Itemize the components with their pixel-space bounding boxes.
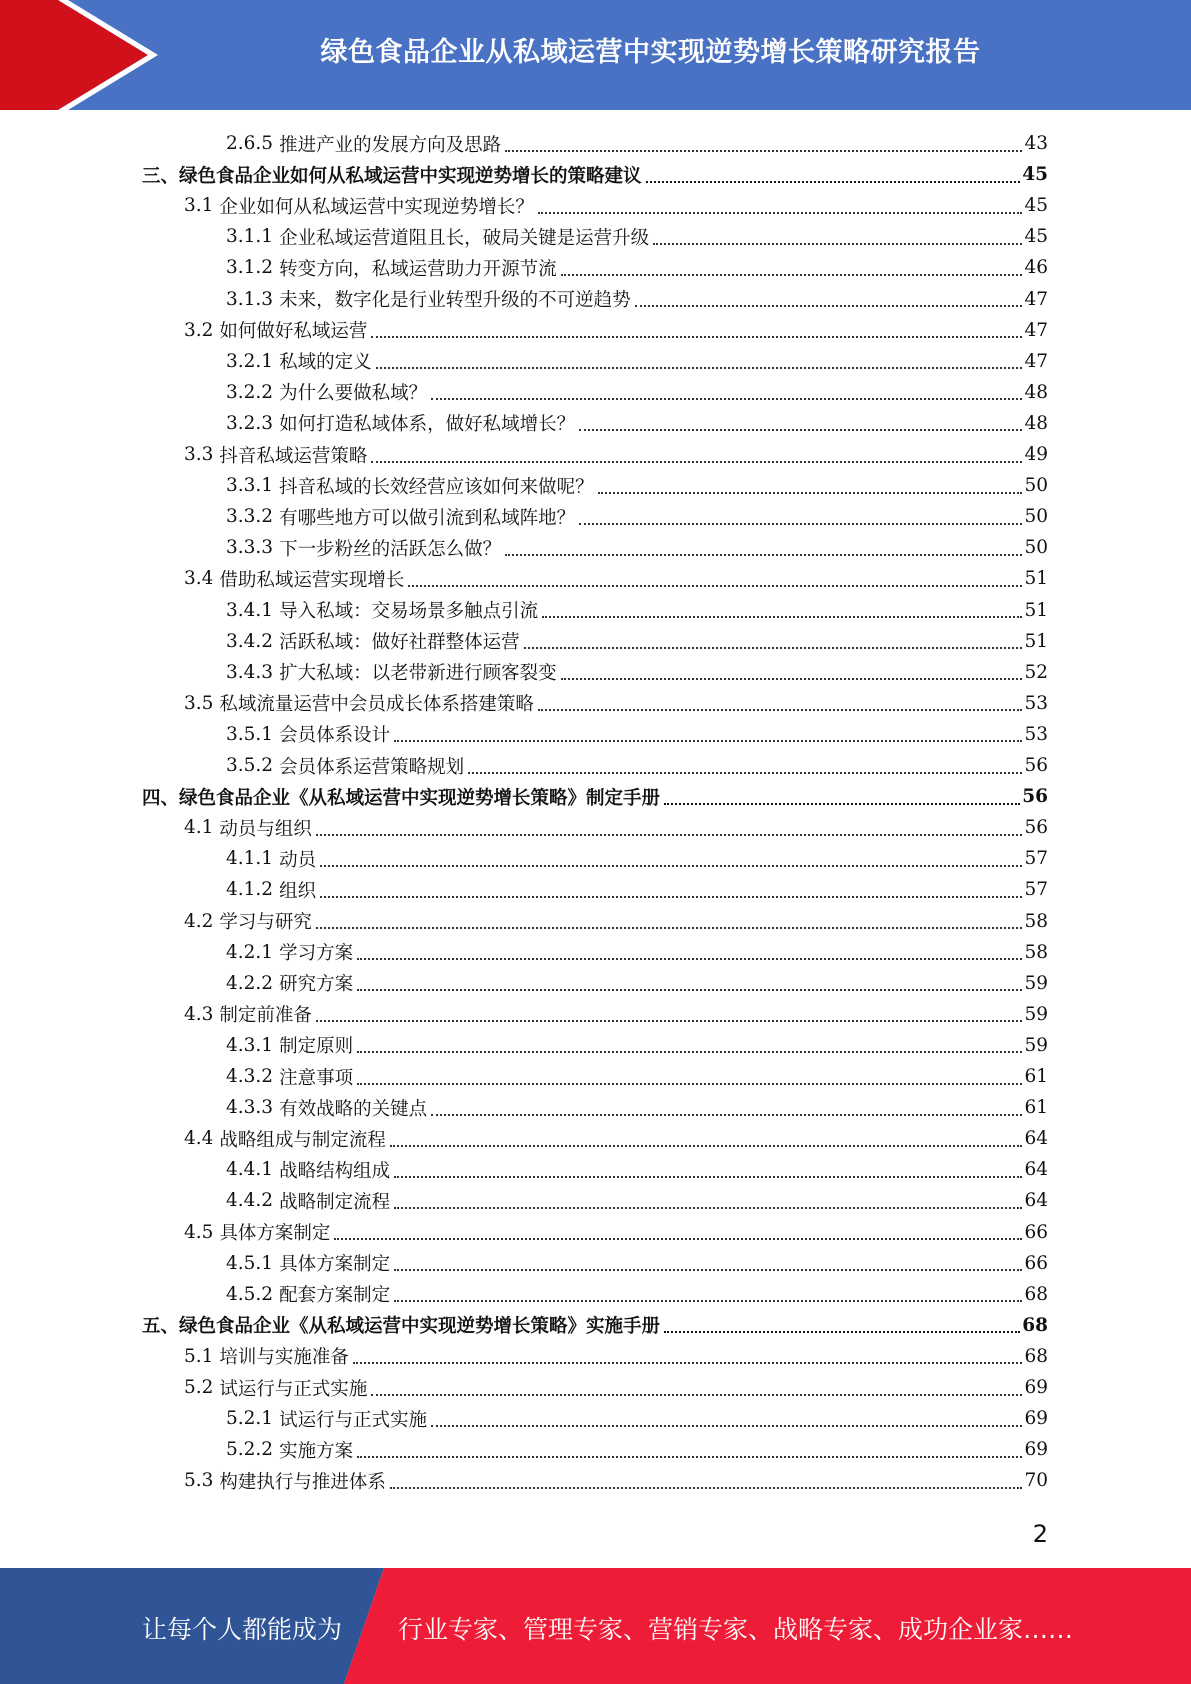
toc-entry-label: 抖音私域的长效经营应该如何来做呢？ bbox=[279, 476, 594, 498]
toc-entry-label: 注意事项 bbox=[279, 1067, 354, 1089]
toc-entry[interactable] bbox=[226, 1279, 1048, 1310]
toc-entry[interactable] bbox=[226, 408, 1048, 439]
toc-entry[interactable] bbox=[226, 719, 1048, 750]
toc-leader-dots bbox=[376, 367, 1023, 369]
toc-entry[interactable] bbox=[184, 315, 1048, 346]
toc-entry-page: 56 bbox=[1024, 817, 1048, 839]
toc-entry-label: 私域流量运营中会员成长体系搭建策略 bbox=[219, 694, 534, 716]
toc-entry-number: 3.1 bbox=[184, 195, 214, 217]
toc-entry-label: 五、绿色食品企业《从私域运营中实现逆势增长策略》实施手册 bbox=[142, 1316, 661, 1338]
toc-entry-page: 47 bbox=[1024, 350, 1048, 372]
toc-entry-label: 下一步粉丝的活跃怎么做？ bbox=[279, 538, 502, 560]
toc-entry-page: 61 bbox=[1024, 1097, 1048, 1119]
toc-entry[interactable] bbox=[184, 1372, 1048, 1403]
toc-entry-label: 学习与研究 bbox=[219, 912, 312, 933]
toc-entry-page: 50 bbox=[1024, 537, 1048, 559]
toc-leader-dots bbox=[653, 243, 1022, 245]
toc-entry-number: 4.1.2 bbox=[226, 879, 274, 901]
toc-leader-dots bbox=[320, 896, 1022, 898]
report-title: 绿色食品企业从私域运营中实现逆势增长策略研究报告 bbox=[320, 37, 981, 68]
toc-entry-label: 导入私域：交易场景多触点引流 bbox=[279, 601, 539, 622]
toc-entry-number: 3.3.2 bbox=[226, 506, 274, 528]
toc-entry-page: 45 bbox=[1024, 195, 1048, 217]
toc-entry-label: 如何打造私域体系，做好私域增长？ bbox=[279, 414, 576, 436]
toc-entry[interactable] bbox=[226, 968, 1048, 999]
toc-entry-label: 会员体系运营策略规划 bbox=[279, 756, 465, 778]
toc-entry[interactable] bbox=[226, 470, 1048, 501]
toc-entry-number: 3.3.3 bbox=[226, 537, 274, 559]
toc-entry-number: 4.3.1 bbox=[226, 1034, 274, 1056]
toc-entry-label: 抖音私域运营策略 bbox=[219, 445, 368, 467]
toc-leader-dots bbox=[635, 305, 1023, 307]
toc-leader-dots bbox=[316, 834, 1023, 836]
toc-entry-label: 企业私域运营道阻且长，破局关键是运营升级 bbox=[279, 227, 650, 249]
toc-entry[interactable] bbox=[184, 1341, 1048, 1372]
toc-leader-dots bbox=[524, 647, 1023, 649]
toc-entry-page: 58 bbox=[1024, 941, 1048, 963]
toc-entry-number: 5.3 bbox=[184, 1470, 214, 1492]
toc-entry-label: 活跃私域：做好社群整体运营 bbox=[279, 632, 520, 654]
toc-entry-number: 4.5 bbox=[184, 1221, 214, 1243]
toc-entry-number: 4.2 bbox=[184, 910, 214, 932]
toc-leader-dots bbox=[468, 772, 1022, 774]
toc-entry-label: 动员与组织 bbox=[219, 818, 312, 840]
toc-entry-number: 3.5.1 bbox=[226, 723, 274, 745]
toc-entry[interactable] bbox=[184, 1217, 1048, 1248]
toc-entry[interactable] bbox=[226, 937, 1048, 968]
toc-entry-number: 2.6.5 bbox=[226, 133, 274, 154]
toc-leader-dots bbox=[664, 803, 1020, 805]
toc-leader-dots bbox=[316, 1020, 1023, 1022]
toc-entry-page: 48 bbox=[1024, 381, 1048, 403]
toc-entry-page: 59 bbox=[1024, 1034, 1048, 1056]
toc-entry-number: 4.3.2 bbox=[226, 1066, 274, 1087]
toc-entry-number: 3.2.2 bbox=[226, 381, 274, 403]
toc-entry-page: 66 bbox=[1024, 1252, 1048, 1274]
toc-leader-dots bbox=[646, 181, 1021, 183]
toc-entry-page: 64 bbox=[1024, 1159, 1048, 1181]
toc-entry[interactable] bbox=[226, 501, 1048, 532]
toc-entry[interactable] bbox=[226, 626, 1048, 657]
toc-entry-label: 为什么要做私域？ bbox=[279, 383, 428, 405]
toc-entry-number: 3.5 bbox=[184, 692, 214, 714]
toc-entry-page: 64 bbox=[1024, 1128, 1048, 1150]
toc-leader-dots bbox=[353, 1362, 1023, 1364]
toc-leader-dots bbox=[431, 1425, 1022, 1427]
toc-leader-dots bbox=[598, 492, 1023, 494]
toc-entry-label: 战略结构组成 bbox=[279, 1160, 391, 1182]
toc-entry-label: 组织 bbox=[279, 880, 317, 902]
toc-entry[interactable] bbox=[226, 252, 1048, 283]
toc-entry-page: 69 bbox=[1024, 1439, 1048, 1461]
toc-entry-number: 3.1.1 bbox=[226, 226, 274, 248]
toc-entry-number: 3.4 bbox=[184, 568, 214, 590]
page-number: 2 bbox=[1032, 1520, 1048, 1548]
toc-entry[interactable] bbox=[226, 1434, 1048, 1465]
toc-leader-dots bbox=[431, 398, 1022, 400]
toc-entry-page: 66 bbox=[1024, 1221, 1048, 1243]
toc-entry-page: 51 bbox=[1024, 568, 1048, 590]
toc-entry[interactable] bbox=[226, 532, 1048, 563]
toc-entry-label: 有哪些地方可以做引流到私域阵地？ bbox=[279, 507, 576, 529]
toc-leader-dots bbox=[505, 554, 1022, 556]
toc-entry[interactable] bbox=[184, 688, 1048, 719]
toc-leader-dots bbox=[357, 1456, 1022, 1458]
toc-leader-dots bbox=[579, 523, 1022, 525]
toc-entry-number: 4.5.1 bbox=[226, 1252, 274, 1274]
toc-leader-dots bbox=[371, 336, 1022, 338]
toc-entry-label: 配套方案制定 bbox=[279, 1285, 391, 1307]
toc-entry[interactable] bbox=[226, 595, 1048, 626]
toc-entry[interactable] bbox=[142, 781, 1048, 812]
toc-leader-dots bbox=[505, 150, 1022, 152]
toc-entry-number: 4.3 bbox=[184, 1003, 214, 1025]
toc-entry-number: 3.1.2 bbox=[226, 257, 274, 279]
toc-leader-dots bbox=[394, 1207, 1022, 1209]
toc-entry-number: 3.5.2 bbox=[226, 755, 274, 776]
toc-entry-number: 4.4.2 bbox=[226, 1190, 274, 1212]
toc-entry-number: 3.2.1 bbox=[226, 350, 274, 372]
toc-entry-label: 培训与实施准备 bbox=[219, 1347, 349, 1369]
toc-entry-number: 3.3.1 bbox=[226, 475, 274, 497]
toc-entry-label: 未来，数字化是行业转型升级的不可逆趋势 bbox=[279, 290, 631, 311]
toc-entry-number: 3.2 bbox=[184, 319, 214, 341]
toc-entry-label: 会员体系设计 bbox=[279, 725, 391, 747]
toc-entry-page: 70 bbox=[1024, 1470, 1048, 1492]
toc-entry-label: 如何做好私域运营 bbox=[219, 321, 368, 343]
toc-leader-dots bbox=[357, 1051, 1022, 1053]
page-footer bbox=[0, 1568, 1191, 1684]
toc-entry-number: 4.1 bbox=[184, 817, 214, 839]
toc-leader-dots bbox=[390, 1487, 1023, 1489]
toc-entry-label: 试运行与正式实施 bbox=[279, 1409, 428, 1431]
toc-entry[interactable] bbox=[184, 812, 1048, 843]
toc-entry-number: 5.1 bbox=[184, 1345, 214, 1367]
toc-entry[interactable] bbox=[226, 1154, 1048, 1185]
toc-entry-number: 4.2.1 bbox=[226, 941, 274, 963]
toc-entry[interactable] bbox=[226, 874, 1048, 905]
toc-entry-number: 3.3 bbox=[184, 444, 214, 465]
toc-leader-dots bbox=[394, 1176, 1022, 1178]
toc-entry[interactable] bbox=[226, 843, 1048, 874]
toc-leader-dots bbox=[394, 1269, 1022, 1271]
toc-entry-label: 推进产业的发展方向及思路 bbox=[279, 134, 502, 156]
toc-leader-dots bbox=[664, 1331, 1020, 1333]
toc-entry-number: 3.2.3 bbox=[226, 412, 274, 434]
toc-leader-dots bbox=[561, 274, 1023, 276]
toc-leader-dots bbox=[579, 429, 1022, 431]
toc-entry-number: 4.5.2 bbox=[226, 1283, 274, 1305]
toc-entry-label: 企业如何从私域运营中实现逆势增长？ bbox=[219, 196, 534, 218]
toc-leader-dots bbox=[542, 616, 1022, 618]
toc-entry[interactable] bbox=[226, 128, 1048, 159]
toc-leader-dots bbox=[394, 740, 1022, 742]
toc-entry[interactable] bbox=[184, 1123, 1048, 1154]
toc-entry-page: 56 bbox=[1024, 755, 1048, 776]
toc-entry[interactable] bbox=[184, 906, 1048, 937]
toc-entry-page: 53 bbox=[1024, 692, 1048, 714]
toc-entry-label: 构建执行与推进体系 bbox=[219, 1471, 386, 1493]
toc-entry-page: 51 bbox=[1024, 630, 1048, 652]
toc-entry-page: 69 bbox=[1024, 1377, 1048, 1398]
toc-entry-label: 战略制定流程 bbox=[279, 1191, 391, 1213]
toc-entry-number: 4.4 bbox=[184, 1128, 214, 1150]
toc-entry-page: 45 bbox=[1024, 226, 1048, 248]
toc-entry-page: 58 bbox=[1024, 910, 1048, 932]
toc-entry[interactable] bbox=[226, 1061, 1048, 1092]
toc-entry[interactable] bbox=[226, 1248, 1048, 1279]
toc-leader-dots bbox=[357, 1083, 1022, 1085]
toc-entry-label: 四、绿色食品企业《从私域运营中实现逆势增长策略》制定手册 bbox=[142, 787, 661, 809]
toc-entry-number: 4.2.2 bbox=[226, 972, 274, 994]
toc-entry-page: 47 bbox=[1024, 288, 1048, 310]
toc-leader-dots bbox=[431, 1114, 1022, 1116]
toc-entry-number: 3.1.3 bbox=[226, 288, 274, 310]
toc-entry[interactable] bbox=[184, 439, 1048, 470]
toc-entry-page: 64 bbox=[1024, 1190, 1048, 1212]
toc-entry-number: 5.2.2 bbox=[226, 1439, 274, 1461]
toc-entry-page: 47 bbox=[1024, 319, 1048, 341]
toc-leader-dots bbox=[538, 709, 1023, 711]
toc-leader-dots bbox=[394, 1300, 1022, 1302]
toc-entry-page: 43 bbox=[1024, 133, 1048, 154]
toc-entry-label: 有效战略的关键点 bbox=[279, 1098, 428, 1120]
toc-leader-dots bbox=[316, 927, 1023, 929]
toc-entry-label: 三、绿色食品企业如何从私域运营中实现逆势增长的策略建议 bbox=[142, 165, 642, 187]
footer-slogan-left: 让每个人都能成为 bbox=[142, 1615, 343, 1644]
toc-entry[interactable] bbox=[226, 657, 1048, 688]
toc-entry-label: 转变方向，私域运营助力开源节流 bbox=[279, 258, 557, 280]
toc-entry-page: 68 bbox=[1024, 1345, 1048, 1367]
toc-entry-number: 4.4.1 bbox=[226, 1159, 274, 1181]
toc-entry-page: 68 bbox=[1022, 1314, 1048, 1336]
toc-entry-number: 3.4.2 bbox=[226, 630, 274, 652]
toc-entry-label: 实施方案 bbox=[279, 1440, 354, 1462]
toc-entry-label: 扩大私域：以老带新进行顾客裂变 bbox=[279, 663, 557, 685]
page-header bbox=[0, 0, 1191, 110]
toc-entry-page: 52 bbox=[1024, 661, 1048, 683]
toc-entry-label: 制定前准备 bbox=[219, 1005, 312, 1027]
toc-entry-number: 5.2 bbox=[184, 1377, 214, 1398]
toc-entry[interactable] bbox=[226, 284, 1048, 315]
toc-entry-page: 69 bbox=[1024, 1408, 1048, 1430]
toc-entry-page: 50 bbox=[1024, 475, 1048, 497]
toc-entry[interactable] bbox=[226, 1403, 1048, 1434]
toc-entry-label: 战略组成与制定流程 bbox=[219, 1129, 386, 1151]
toc-entry-page: 56 bbox=[1022, 786, 1048, 808]
toc-leader-dots bbox=[371, 1394, 1022, 1396]
toc-leader-dots bbox=[390, 1145, 1023, 1147]
toc-entry[interactable] bbox=[226, 377, 1048, 408]
toc-entry[interactable] bbox=[226, 1030, 1048, 1061]
toc-entry-label: 借助私域运营实现增长 bbox=[219, 569, 405, 591]
toc-entry-page: 61 bbox=[1024, 1066, 1048, 1087]
toc-entry-page: 68 bbox=[1024, 1283, 1048, 1305]
toc-entry-number: 4.3.3 bbox=[226, 1097, 274, 1119]
toc-entry[interactable] bbox=[184, 1465, 1048, 1496]
toc-entry-label: 具体方案制定 bbox=[219, 1223, 331, 1244]
toc-entry-page: 46 bbox=[1024, 257, 1048, 279]
toc-entry-label: 具体方案制定 bbox=[279, 1254, 391, 1276]
toc-leader-dots bbox=[371, 461, 1022, 463]
toc-entry-number: 3.4.3 bbox=[226, 661, 274, 683]
toc-entry[interactable] bbox=[226, 221, 1048, 252]
toc-entry-label: 动员 bbox=[279, 849, 317, 871]
toc-entry-page: 45 bbox=[1022, 164, 1048, 186]
toc-leader-dots bbox=[357, 958, 1022, 960]
toc-entry-number: 3.4.1 bbox=[226, 599, 274, 621]
toc-entry[interactable] bbox=[184, 999, 1048, 1030]
toc-entry-label: 学习方案 bbox=[279, 943, 354, 965]
toc-entry-page: 51 bbox=[1024, 599, 1048, 621]
toc-leader-dots bbox=[538, 212, 1023, 214]
toc-entry[interactable] bbox=[226, 1185, 1048, 1216]
toc-entry[interactable] bbox=[226, 346, 1048, 377]
toc-leader-dots bbox=[561, 678, 1023, 680]
toc-leader-dots bbox=[408, 585, 1022, 587]
toc-entry-number: 5.2.1 bbox=[226, 1408, 274, 1430]
toc-entry-number: 4.1.1 bbox=[226, 848, 274, 870]
toc-entry[interactable] bbox=[184, 563, 1048, 594]
toc-entry-page: 53 bbox=[1024, 723, 1048, 745]
toc-entry-page: 50 bbox=[1024, 506, 1048, 528]
toc-entry-page: 49 bbox=[1024, 444, 1048, 465]
toc-leader-dots bbox=[334, 1238, 1022, 1240]
toc-entry[interactable] bbox=[142, 1310, 1048, 1341]
toc-entry-page: 59 bbox=[1024, 972, 1048, 994]
toc-entry-label: 试运行与正式实施 bbox=[219, 1378, 368, 1400]
toc-entry[interactable] bbox=[142, 159, 1048, 190]
toc-leader-dots bbox=[357, 989, 1022, 991]
toc-entry-page: 57 bbox=[1024, 879, 1048, 901]
toc-entry[interactable] bbox=[226, 1092, 1048, 1123]
toc-entry-page: 59 bbox=[1024, 1003, 1048, 1025]
toc-entry-label: 制定原则 bbox=[279, 1036, 354, 1058]
footer-slogan-right: 行业专家、管理专家、营销专家、战略专家、成功企业家…… bbox=[398, 1615, 1074, 1644]
toc-entry-label: 私域的定义 bbox=[279, 352, 372, 374]
toc-entry-label: 研究方案 bbox=[279, 974, 354, 996]
toc-entry[interactable] bbox=[184, 190, 1048, 221]
toc-entry[interactable] bbox=[226, 750, 1048, 781]
toc-entry-page: 48 bbox=[1024, 412, 1048, 434]
toc-leader-dots bbox=[320, 865, 1022, 867]
toc-entry-page: 57 bbox=[1024, 848, 1048, 870]
